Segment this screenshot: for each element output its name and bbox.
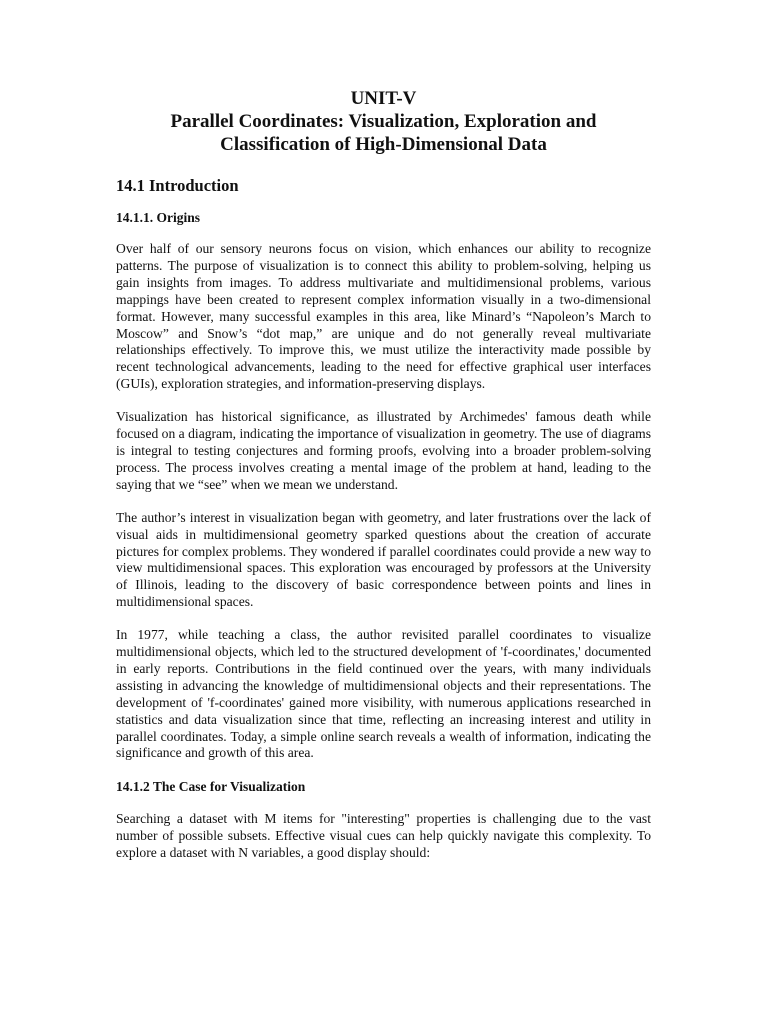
- paragraph-origins-3: The author’s interest in visualization began with geometry, and later frustrations over the lack of visual aids in multidimensional geometry sparked questions about the creation of accurate pictures for complex problems. They wondered if parallel coordinates could provide a new way to view multidimensional spaces. This exploration was encouraged by professors at the University of Illinois, leading to the discovery of basic correspondence between points and lines in multidimensional spaces.: [116, 509, 651, 610]
- section-heading-introduction: 14.1 Introduction: [116, 176, 239, 195]
- unit-label: UNIT-V: [350, 88, 417, 109]
- paragraph-origins-4: In 1977, while teaching a class, the author revisited parallel coordinates to visualize multidimensional objects, which led to the structured development of 'f-coordinates,' documented in early reports. Contributions in the field continued over the years, with many individuals assisting in advancing the knowledge of multidimensional objects and their representations. The development of 'f-coordinates' gained more visibility, with numerous applications researched in statistics and data visualization since that time, reflecting an increasing interest and utility in parallel coordinates. Today, a simple online search reveals a wealth of information, indicating the significance and growth of this area.: [116, 627, 651, 761]
- document-page: [116, 88, 651, 862]
- subsection-heading-origins: 14.1.1. Origins: [116, 210, 201, 225]
- subsection-heading-case-for-visualization: 14.1.2 The Case for Visualization: [116, 779, 306, 795]
- paragraph-origins-2: Visualization has historical significance, as illustrated by Archimedes' famous death while focused on a diagram, indicating the importance of visualization in geometry. The use of diagrams is integral to testing conjectures and forming proofs, evolving into a broader problem-solving process. The process involves creating a mental image of the problem at hand, leading to the saying that we “see” when we mean we understand.: [116, 409, 651, 492]
- paragraph-origins-1: Over half of our sensory neurons focus on vision, which enhances our ability to recognize patterns. The purpose of visualization is to connect this ability to problem-solving, helping us gain insights from images. To address multivariate and multidimensional problems, various mappings have been created to represent complex information visually in a two-dimensional format. However, many successful examples in this area, like Minard’s “Napoleon’s March to Moscow” and Snow’s “dot map,” are unique and do not generally reveal multivariate relationships effectively. To improve this, we must utilize the interactivity made possible by recent technological advancements, leading to the need for effective graphical user interfaces (GUIs), exploration strategies, and information-preserving displays.: [116, 241, 651, 392]
- document-title: Parallel Coordinates: Visualization, Exploration and Classification of High-Dimensional Data: [170, 111, 597, 155]
- paragraph-case-1: Searching a dataset with M items for "interesting" properties is challenging due to the vast number of possible subsets. Effective visual cues can help quickly navigate this complexity. To explore a dataset with N variables, a good display should:: [116, 811, 651, 861]
